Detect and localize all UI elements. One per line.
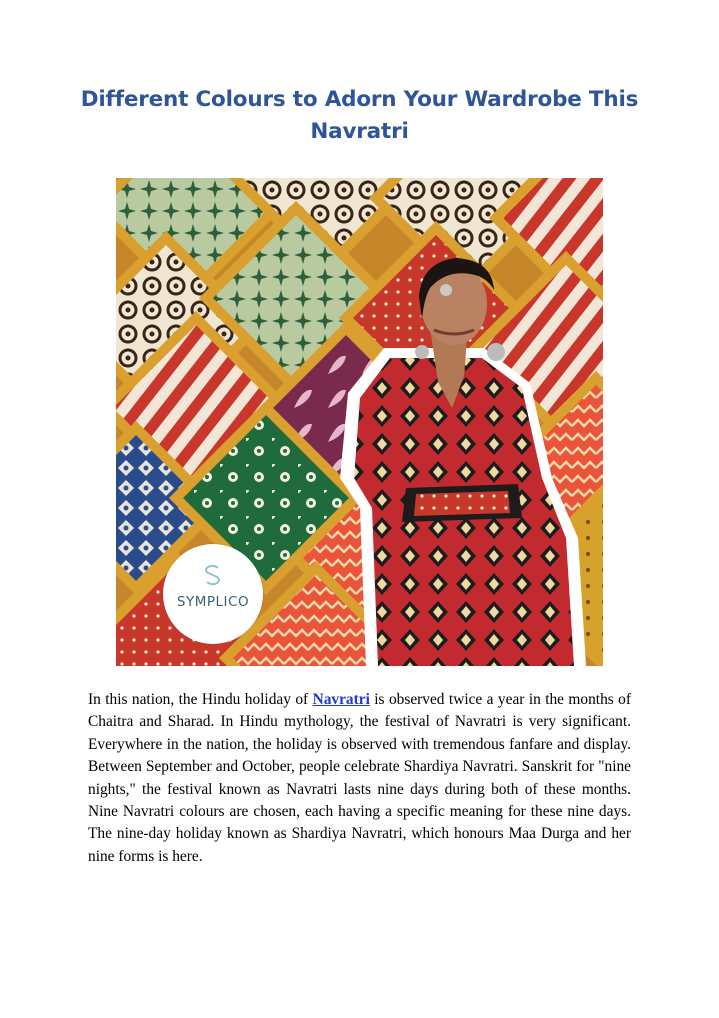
navratri-link[interactable]: Navratri <box>312 691 370 708</box>
brand-logo-text: SYMPLICO <box>176 594 250 610</box>
brand-logo <box>163 544 263 644</box>
paragraph-text-end: is observed twice a year in the months of Chaitra and Sharad. In Hindu mythology, the festival of Navratri is very significant. Everywhere in the nation, the holiday is observed with tremendous fanfare and display. Between September and October, people celebrate Shardiya Navratri. Sanskrit for "nine nights," the festival known as Navratri lasts nine days during both of these months. Nine Navratri colours are chosen, each having a specific meaning for these nine days. The nine-day holiday known as Shardiya Navratri, which honours Maa Durga and her nine forms is here. <box>88 691 631 865</box>
hero-image <box>116 178 603 666</box>
symplico-s-mark-icon <box>202 563 224 587</box>
page-title: Different Colours to Adorn Your Wardrobe This Navratri <box>80 87 639 144</box>
paragraph-text-start: In this nation, the Hindu holiday of <box>88 691 313 708</box>
intro-paragraph <box>88 689 631 868</box>
